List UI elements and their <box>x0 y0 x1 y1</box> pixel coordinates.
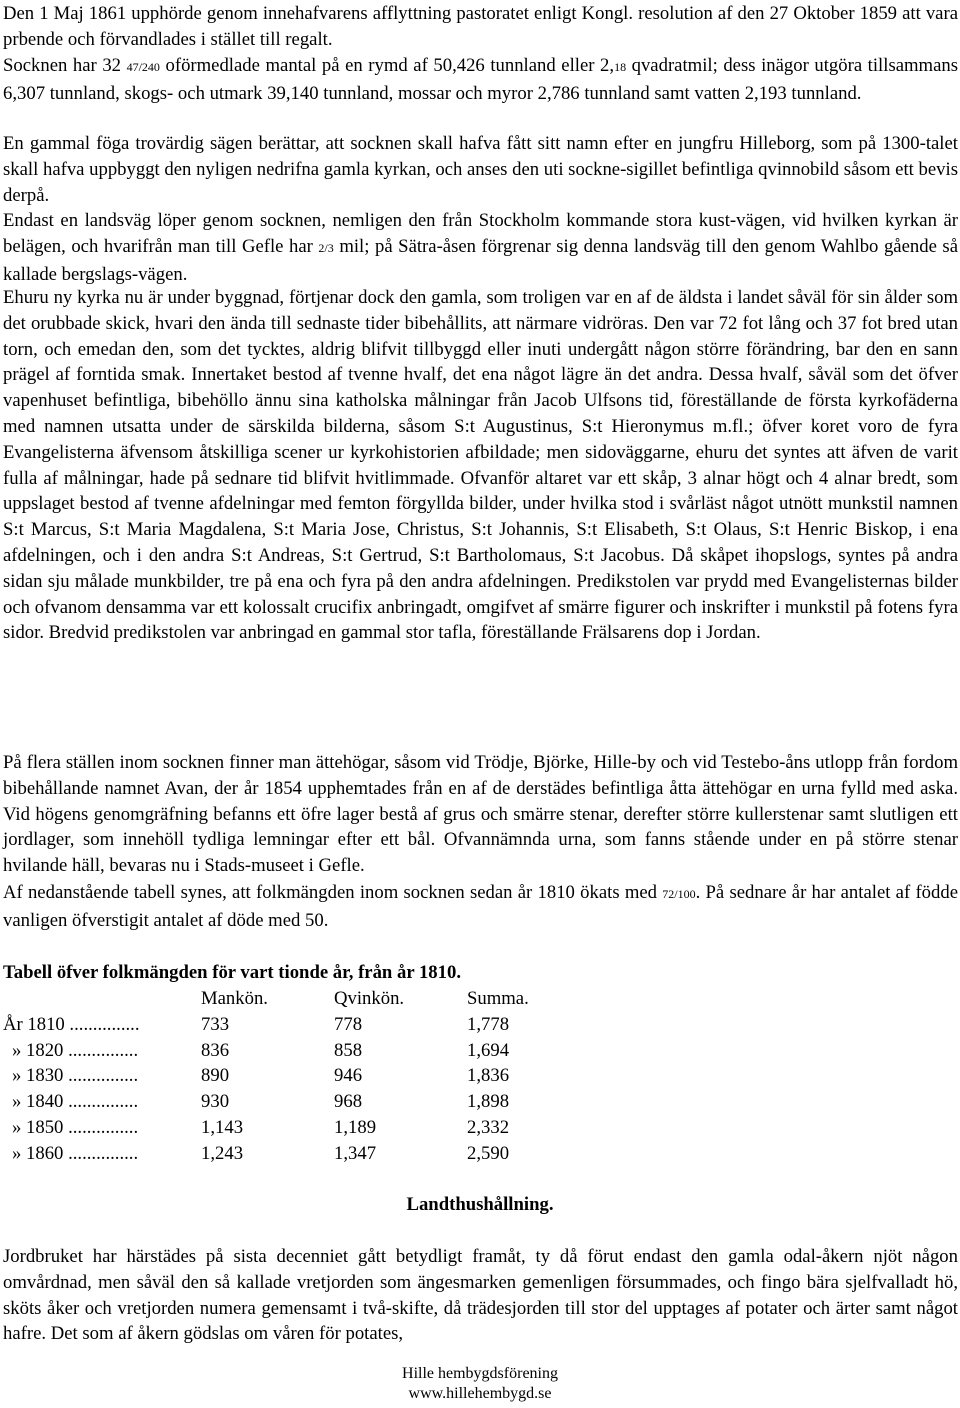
paragraph-area-part-a: Socknen har 32 <box>3 55 127 76</box>
fraction-increase: 72/100 <box>662 887 696 901</box>
year-cell: » 1840 ............... <box>12 1091 139 1113</box>
fraction-mantal: 47/240 <box>126 60 160 74</box>
section-heading: Landthushållning. <box>406 1194 554 1215</box>
footer-organization: Hille hembygdsförening <box>402 1365 558 1382</box>
paragraph-church: Ehuru ny kyrka nu är under byggnad, förtjenar dock den gamla, som troligen var en af de äldsta i landet såväl för sin ålder som det orubbade skick, hvari den ända till sednaste tider bibehållits, att närmare vidröras. Den var 72 fot lång och 37 fot bred utan torn, och emedan den, som det tycktes, aldrig blifvit tillbyggd eller inuti undergått någon större förändring, bar den en sann prägel af forntida smak. Innertaket bestod af tvenne hvalf, det ena något lägre än det andra. Dessa hvalf, såväl som det öfver vapenhuset befintliga, bibehöllo ännu sina katholska målningar från Jacob Ulfsons tid, föreställande de första kyrkofäderna med namnen utsatta under de särskilda bilderna, såsom S:t Augustinus, S:t Hieronymus m.fl.; öfver koret voro de fyra Evangelisterna äfvensom åtskilliga scener ur kyrkohistorien afbildade; men sidoväggarne, ehuru det syntes att äfven de varit fulla af målningar, hade på sednare tid blifvit hvitlimmade. Ofvanför altaret var ett skåp, 3 alnar högt och 4 alnar bredt, som uppslaget bestod af tvenne afdelningar med femton förgyllda bilder, under hvilka stod i svårläst något utnött munkstil namnen S:t Marcus, S:t Maria Magdalena, S:t Maria Jose, Christus, S:t Johannis, S:t Elisabeth, S:t Olaus, S:t Henric Biskop, i ena afdelningen, och i den andra S:t Andreas, S:t Gertrud, S:t Bartholomaus, S:t Jacobus. Då skåpet ihopslogs, syntes på andra sidan sju målade munkbilder, tre på ena och fyra på den andra afdelningen. Predikstolen var prydd med Evangelisternas bilder och ofvanom densamma var ett kolossalt crucifix anbringadt, omgifvet af smärre figurer och inskrifter i munkstil på fotens fyra sidor. Bredvid predikstolen var anbringad en gammal stor tafla, föreställande Frälsarens dop i Jordan. <box>3 287 958 644</box>
paragraph-road-part-a: Endast en landsväg löper genom socknen, nemligen den från Stockholm kommande stora kust-vägen, vid hvilken kyrkan är belägen, och hvarifrån man till Gefle har <box>3 210 958 257</box>
paragraph-population-part-a: Af nedanstående tabell synes, att folkmängden inom socknen sedan år 1810 ökats med <box>3 882 663 903</box>
page-footer <box>0 1364 960 1404</box>
paragraph-area-part-b: oförmedlade mantal på en rymd af 50,426 tunnland eller 2, <box>159 55 615 76</box>
female-cell: 968 <box>334 1091 363 1113</box>
total-cell: 1,778 <box>467 1013 510 1035</box>
female-cell: 1,347 <box>334 1142 377 1164</box>
table-header-row <box>3 986 557 1012</box>
paragraph-road-part-b: mil; på Sätra-åsen förgrenar sig denna landsväg till den genom Wahlbo gående så kallade bergslags-vägen. <box>3 235 958 285</box>
header-cell-female: Qvinkön. <box>334 988 405 1009</box>
male-cell: 890 <box>201 1065 230 1087</box>
male-cell: 836 <box>201 1039 230 1061</box>
year-cell: » 1830 ............... <box>12 1065 139 1087</box>
paragraph-agriculture: Jordbruket har härstädes på sista decenniet gått betydligt framåt, ty då förut endast den gamla odal-åkern njöt någon omvårdnad, men såväl den så kallade vretjorden som ängesmarken gemenligen försummades, och fingo bära sjelfvalladt hö, sköts åker och vretjorden numera gemensamt i två-skifte, då trädesjorden till stor del upptages af potater och ärter samt något hafre. Det som af åkern gödslas om våren för potates, <box>3 1246 958 1345</box>
year-cell: » 1860 ............... <box>12 1142 139 1164</box>
total-cell: 1,694 <box>467 1039 510 1061</box>
male-cell: 1,143 <box>201 1116 244 1138</box>
year-cell: År 1810 ............... <box>3 1013 140 1035</box>
header-cell <box>3 986 201 1012</box>
table-row <box>3 1115 557 1141</box>
header-cell-male: Mankön. <box>201 988 268 1009</box>
male-cell: 733 <box>201 1013 230 1035</box>
table-row <box>3 1063 557 1089</box>
female-cell: 778 <box>334 1013 363 1035</box>
table-row <box>3 1141 557 1167</box>
male-cell: 930 <box>201 1091 230 1113</box>
paragraph-burial-mounds: På flera ställen inom socknen finner man ättehögar, såsom vid Trödje, Björke, Hille-by och vid Testebo-åns utlopp från fordom bibehållande namnet Avan, der år 1854 upphemtades från en af de derstädes befintliga åtta ättehögar en urna fylld med aska. Vid högens genomgräfning befanns ett öfre lager bestå af grus och smärre stenar, derefter större kullerstenar samt slutligen ett jordlager, som innehöll tydliga lemningar efter ett bål. Ofvannämnda urna, som fanns stående under en på större stenar hvilande häll, bevaras nu i Stads-museet i Gefle. <box>3 752 958 877</box>
year-cell: » 1850 ............... <box>12 1116 139 1138</box>
total-cell: 1,898 <box>467 1091 510 1113</box>
header-cell-total: Summa. <box>467 988 529 1009</box>
paragraph-legend: En gammal föga trovärdig sägen berättar, att socknen skall hafva fått sitt namn efter en jungfru Hilleborg, som på 1300-talet skall hafva uppbyggt den nyligen nedrifna gamla kyrkan, och anses den uti sockne-sigillet befintliga qvinnobild såsom ett bevis derpå. <box>3 133 958 206</box>
total-cell: 2,590 <box>467 1142 510 1164</box>
total-cell: 1,836 <box>467 1065 510 1087</box>
fraction-mil: 2/3 <box>318 240 334 255</box>
female-cell: 1,189 <box>334 1116 377 1138</box>
paragraph-population <box>3 880 958 934</box>
male-cell: 1,243 <box>201 1142 244 1164</box>
paragraph-pastorate: Den 1 Maj 1861 upphörde genom innehafvarens afflyttning pastoratet enligt Kongl. resolution af den 27 Oktober 1859 att vara prbende och förvandlades i stället till regalt. <box>3 3 958 50</box>
table-row <box>3 1012 557 1038</box>
paragraph-area <box>3 53 958 107</box>
paragraph-area-part-c: qvadratmil; dess inägor utgöra tillsammans 6,307 tunnland, skogs- och utmark 39,140 tunnland, mossar och myror 2,786 tunnland samt vatten 2,193 tunnland. <box>3 55 958 104</box>
table-row <box>3 1089 557 1115</box>
table-title: Tabell öfver folkmängden för vart tionde år, från år 1810. <box>3 962 462 983</box>
population-table <box>3 986 557 1167</box>
footer-website-link[interactable]: www.hillehembygd.se <box>408 1385 552 1402</box>
decimal-qvadratmil: 18 <box>614 60 627 74</box>
female-cell: 858 <box>334 1039 363 1061</box>
female-cell: 946 <box>334 1065 363 1087</box>
table-row <box>3 1038 557 1064</box>
year-cell: » 1820 ............... <box>12 1039 139 1061</box>
paragraph-population-part-b: . På sednare år har antalet af födde vanligen öfverstigit antalet af döde med 50. <box>3 882 958 931</box>
total-cell: 2,332 <box>467 1116 510 1138</box>
paragraph-road <box>3 208 958 287</box>
